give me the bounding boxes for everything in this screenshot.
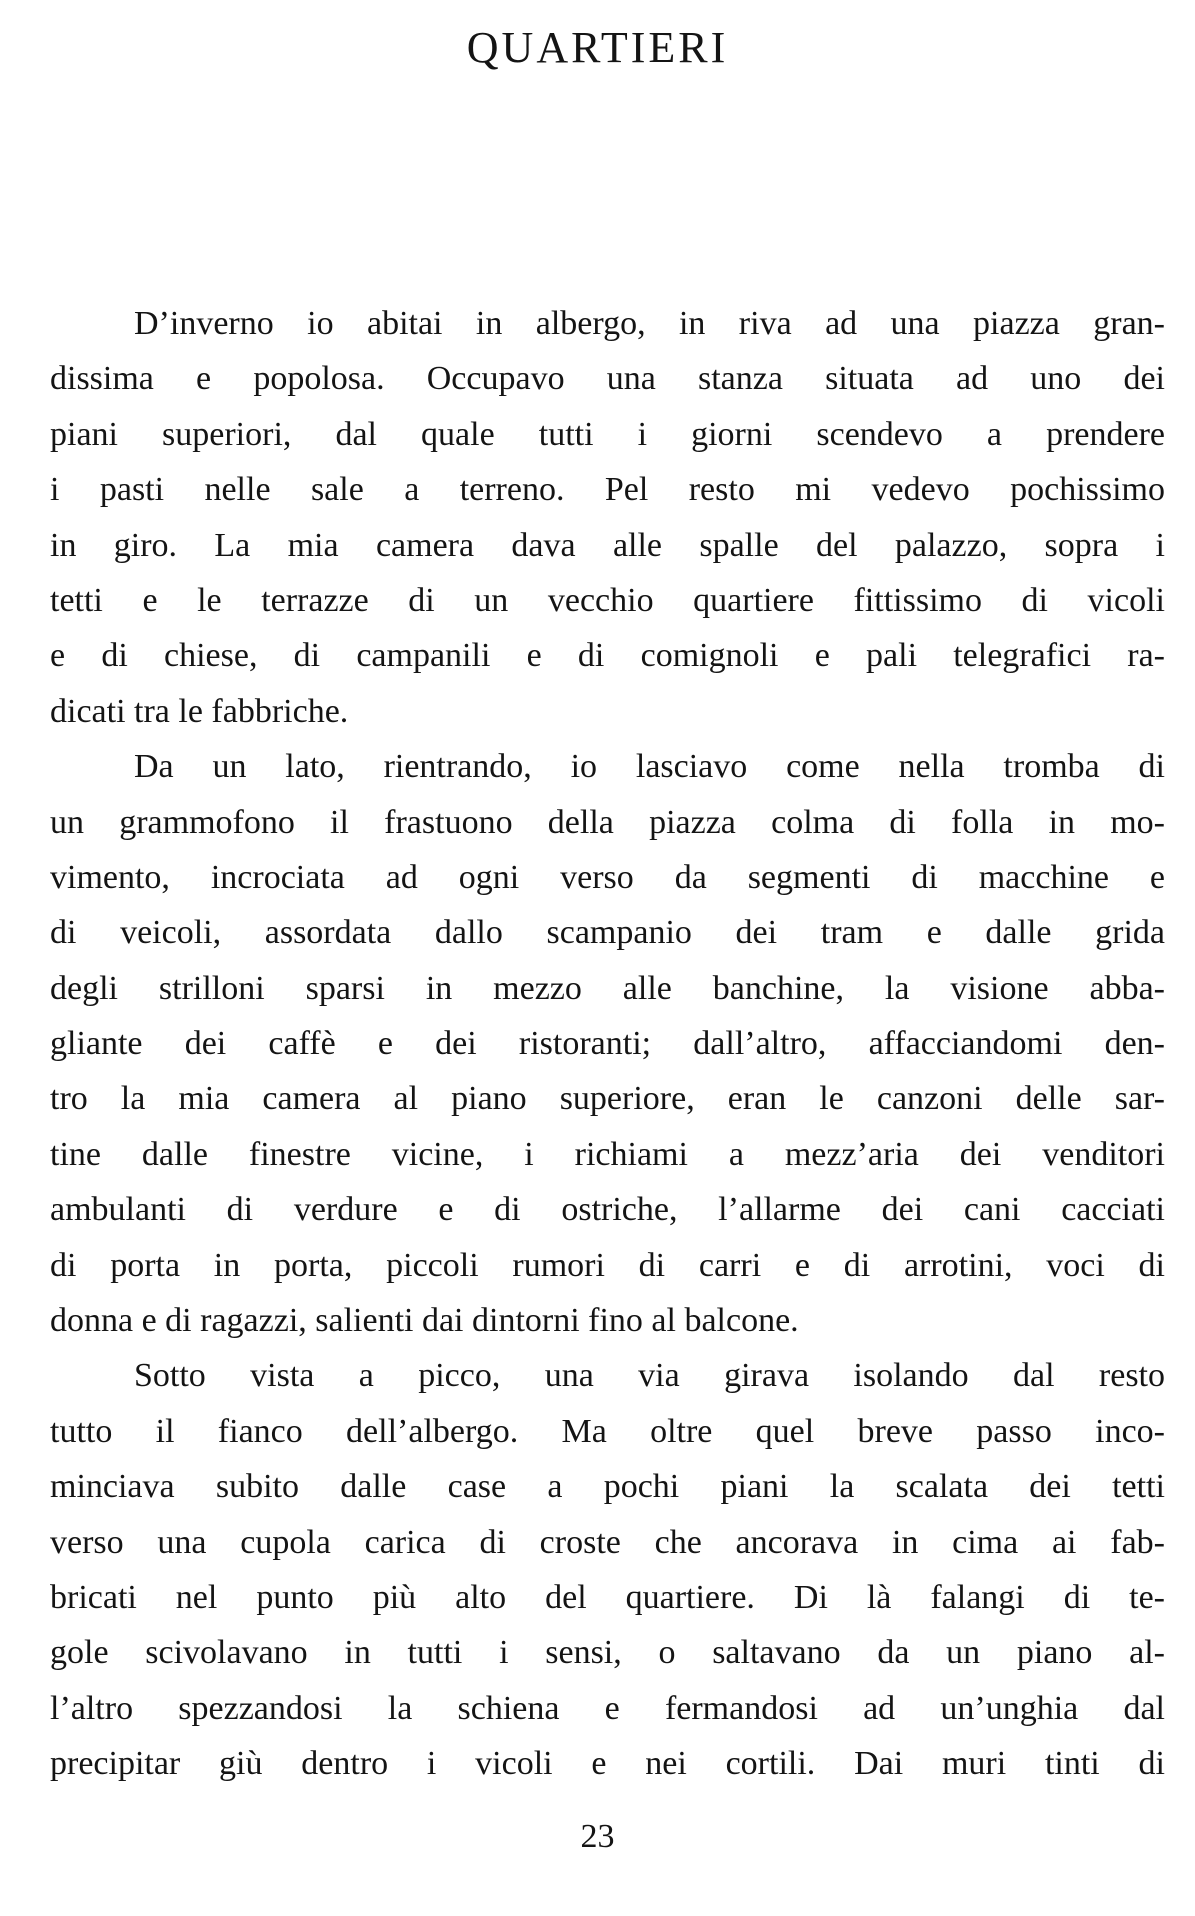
text-line: tetti e le terrazze di un vecchio quartiere fittissimo di vicoli bbox=[50, 581, 1165, 619]
text-line: e di chiese, di campanili e di comignoli e pali telegrafici ra- bbox=[50, 637, 1165, 675]
paragraph-2 bbox=[50, 739, 1165, 1348]
text-line: piani superiori, dal quale tutti i giorni scendevo a prendere bbox=[50, 415, 1165, 453]
text-line: di porta in porta, piccoli rumori di carri e di arrotini, voci di bbox=[50, 1246, 1165, 1284]
text-line: di veicoli, assordata dallo scampanio dei tram e dalle grida bbox=[50, 914, 1165, 952]
text-line: gole scivolavano in tutti i sensi, o saltavano da un piano al- bbox=[50, 1634, 1165, 1672]
text-line: gliante dei caffè e dei ristoranti; dall’altro, affacciandomi den- bbox=[50, 1025, 1165, 1063]
text-line: D’inverno io abitai in albergo, in riva ad una piazza gran- bbox=[134, 305, 1165, 342]
text-line: tutto il fianco dell’albergo. Ma oltre quel breve passo inco- bbox=[50, 1412, 1165, 1450]
text-line: verso una cupola carica di croste che ancorava in cima ai fab- bbox=[50, 1523, 1165, 1561]
text-line: ambulanti di verdure e di ostriche, l’allarme dei cani cacciati bbox=[50, 1191, 1165, 1229]
text-line: Da un lato, rientrando, io lasciavo come nella tromba di bbox=[134, 748, 1165, 786]
text-line: in giro. La mia camera dava alle spalle del palazzo, sopra i bbox=[50, 526, 1165, 564]
paragraph-1 bbox=[50, 296, 1165, 739]
text-line: degli strilloni sparsi in mezzo alle banchine, la visione abba- bbox=[50, 969, 1165, 1007]
text-line: bricati nel punto più alto del quartiere. Di là falangi di te- bbox=[50, 1578, 1165, 1616]
text-line: vimento, incrociata ad ogni verso da segmenti di macchine e bbox=[50, 858, 1165, 896]
chapter-title: QUARTIERI bbox=[466, 23, 729, 72]
text-line: tro la mia camera al piano superiore, eran le canzoni delle sar- bbox=[50, 1080, 1165, 1118]
page-number: 23 bbox=[580, 1818, 615, 1855]
text-line: tine dalle finestre vicine, i richiami a mezz’aria dei venditori bbox=[50, 1135, 1165, 1173]
text-line: un grammofono il frastuono della piazza colma di folla in mo- bbox=[50, 803, 1165, 841]
text-line: minciava subito dalle case a pochi piani la scalata dei tetti bbox=[50, 1468, 1165, 1506]
text-line: dissima e popolosa. Occupavo una stanza situata ad uno dei bbox=[50, 360, 1165, 398]
paragraph-3 bbox=[50, 1348, 1165, 1791]
text-line: i pasti nelle sale a terreno. Pel resto mi vedevo pochissimo bbox=[50, 471, 1165, 509]
text-line: donna e di ragazzi, salienti dai dintorni fino al balcone. bbox=[50, 1302, 799, 1340]
text-line: Sotto vista a picco, una via girava isolando dal resto bbox=[134, 1357, 1165, 1395]
body-text bbox=[50, 296, 1165, 1792]
text-line: dicati tra le fabbriche. bbox=[50, 692, 349, 730]
text-line: l’altro spezzandosi la schiena e fermandosi ad un’unghia dal bbox=[50, 1689, 1165, 1727]
text-line: precipitar giù dentro i vicoli e nei cortili. Dai muri tinti di bbox=[50, 1745, 1165, 1783]
